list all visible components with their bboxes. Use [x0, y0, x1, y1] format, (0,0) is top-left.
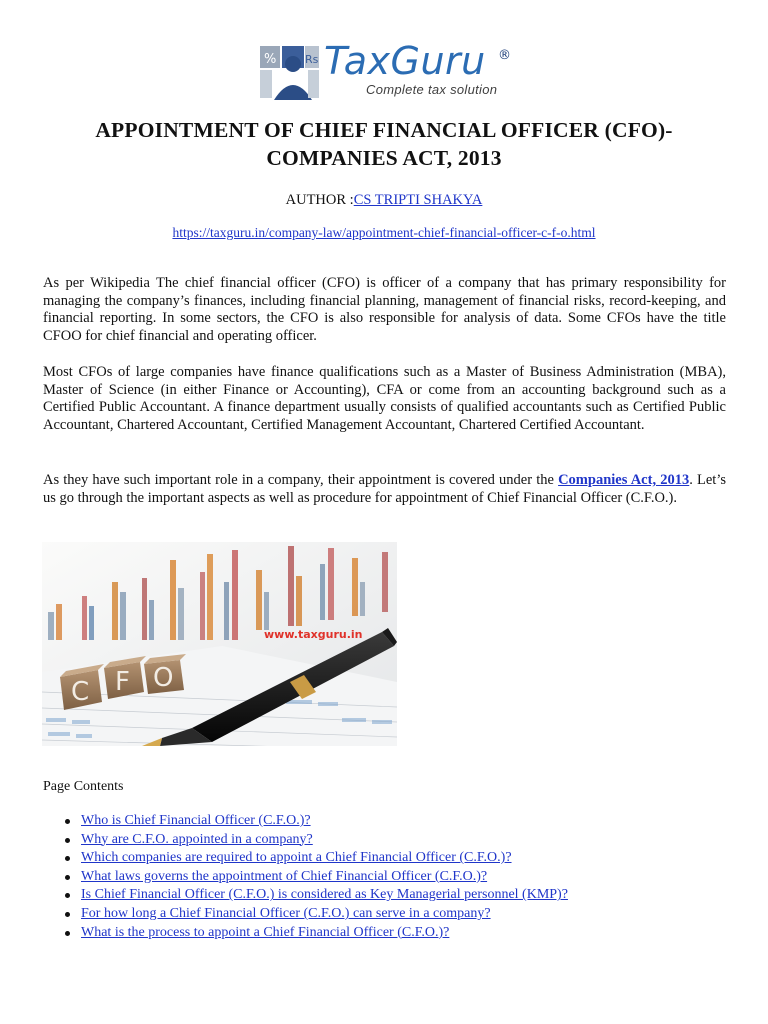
toc-link[interactable]: Why are C.F.O. appointed in a company? — [81, 831, 313, 847]
bullet-icon — [65, 893, 70, 898]
cfo-hero-image — [42, 542, 397, 746]
toc-link[interactable]: Which companies are required to appoint a Chief Financial Officer (C.F.O.)? — [81, 850, 512, 866]
author-line — [0, 192, 768, 209]
page-contents-list — [43, 812, 568, 942]
logo-wordmark: TaxGuru — [324, 39, 486, 83]
bullet-icon — [65, 819, 70, 824]
bullet-icon — [65, 912, 70, 917]
companies-act-link[interactable]: Companies Act, 2013 — [558, 472, 690, 488]
cfo-block-f: F — [115, 667, 130, 697]
list-item — [43, 849, 568, 868]
list-item — [43, 812, 568, 831]
source-url-link[interactable]: https://taxguru.in/company-law/appointment-chief-financial-officer-c-f-o.html — [172, 225, 596, 240]
bullet-icon — [65, 931, 70, 936]
list-item — [43, 886, 568, 905]
companies-act-paragraph — [43, 472, 726, 507]
author-link[interactable]: CS TRIPTI SHAKYA — [353, 192, 483, 208]
list-item — [43, 905, 568, 924]
logo-tagline: Complete tax solution — [366, 82, 498, 97]
toc-link[interactable]: What is the process to appoint a Chief Financial Officer (C.F.O.)? — [81, 924, 450, 940]
p3-text-before: As they have such important role in a company, their appointment is covered under the — [43, 472, 559, 488]
bullet-icon — [65, 856, 70, 861]
cfo-block-o: O — [153, 663, 174, 693]
registered-mark: ® — [498, 48, 511, 63]
bullet-icon — [65, 875, 70, 880]
list-item — [43, 831, 568, 850]
p3-text-after: . Let’s us go through the important aspects as well as procedure for appointment of Chief Financial Officer (C.F.O.). — [43, 472, 727, 506]
list-item — [43, 924, 568, 943]
hero-watermark: www.taxguru.in — [264, 628, 363, 641]
svg-text:%: % — [264, 52, 277, 67]
intro-paragraph: As per Wikipedia The chief financial officer (CFO) is officer of a company that has primary responsibility for managing the company’s finances, including financial planning, management of financial risks, record-keeping, and financial reporting. In some sectors, the CFO is also responsible for analysis of data. Some CFOs have the title CFOO for chief financial and operating officer. — [43, 275, 726, 344]
qualifications-paragraph: Most CFOs of large companies have finance qualifications such as a Master of Business Administration (MBA), Master of Science (in either Finance or Accounting), CFA or come from an accounting background such as a Certified Public Accountant. A finance department usually consists of qualified accountants such as Certified Public Accountant, Chartered Accountant, Certified Management Accountant, Chartered Certified Accountant. — [43, 364, 726, 433]
page-contents-heading: Page Contents — [43, 779, 124, 794]
taxguru-logo-mark-icon — [258, 44, 320, 100]
page-title: APPOINTMENT OF CHIEF FINANCIAL OFFICER (CFO)- COMPANIES ACT, 2013 — [95, 118, 673, 170]
toc-link[interactable]: For how long a Chief Financial Officer (C.F.O.) can serve in a company? — [81, 905, 491, 921]
svg-text:Rs: Rs — [305, 53, 319, 66]
list-item — [43, 868, 568, 887]
toc-link[interactable]: Who is Chief Financial Officer (C.F.O.)? — [81, 813, 311, 828]
taxguru-logo[interactable] — [258, 38, 516, 104]
bullet-icon — [65, 838, 70, 843]
cfo-illustration — [42, 542, 397, 746]
cfo-block-c: C — [71, 677, 90, 707]
toc-link[interactable]: Is Chief Financial Officer (C.F.O.) is considered as Key Managerial personnel (KMP)? — [81, 887, 568, 903]
author-prefix: AUTHOR : — [285, 192, 354, 208]
toc-link[interactable]: What laws governs the appointment of Chief Financial Officer (C.F.O.)? — [81, 868, 488, 884]
